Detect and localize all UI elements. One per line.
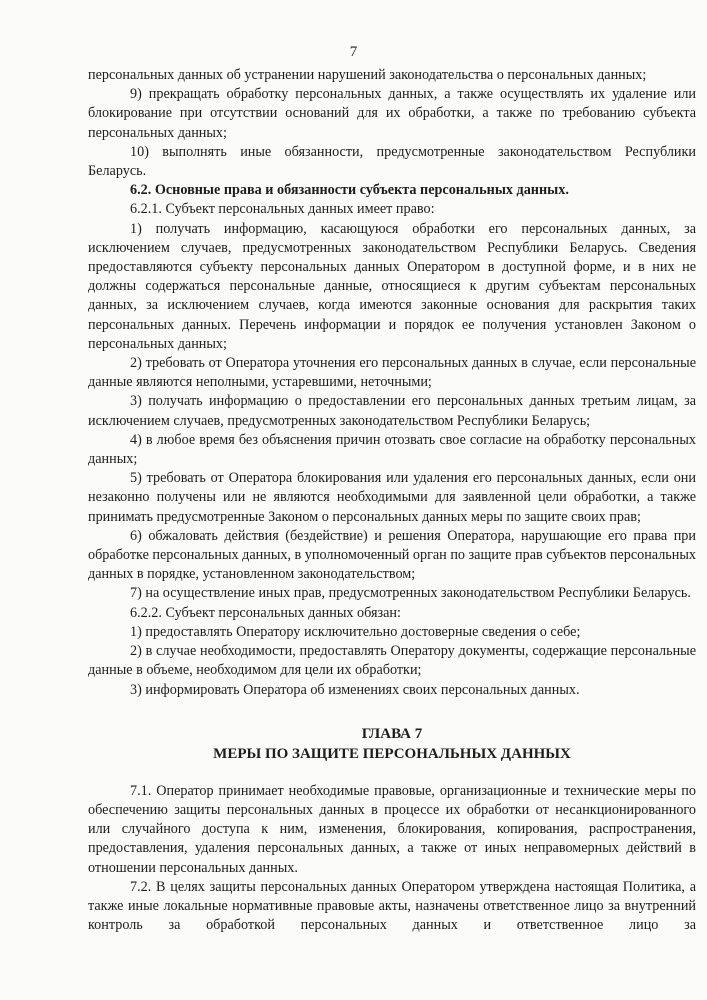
duty-item-2: 2) в случае необходимости, предоставлять Оператору документы, содержащие персональные данные в объеме, необходимом для цели их обработки; — [88, 643, 696, 679]
subsection-6-2-1: 6.2.1. Субъект персональных данных имеет право: — [130, 201, 435, 218]
chapter-title: МЕРЫ ПО ЗАЩИТЕ ПЕРСОНАЛЬНЫХ ДАННЫХ — [213, 745, 571, 762]
paragraph-7-2: 7.2. В целях защиты персональных данных Оператором утверждена настоящая Политика, а также иные локальные нормативные правовые акты, назначены ответственное лицо за внутренний контроль за обработкой персональных данных и ответственное лицо за — [88, 878, 696, 934]
duty-item-1: 1) предоставлять Оператору исключительно достоверные сведения о себе; — [130, 623, 581, 640]
section-6-2-heading: 6.2. Основные права и обязанности субъекта персональных данных. — [130, 182, 569, 199]
page-body — [88, 66, 696, 935]
right-item-4: 4) в любое время без объяснения причин отозвать свое согласие на обработку персональных данных; — [88, 431, 696, 468]
list-item-10: 10) выполнять иные обязанности, предусмотренные законодательством Республики Беларусь. — [88, 143, 696, 180]
right-item-7: 7) на осуществление иных прав, предусмотренных законодательством Республики Беларусь. — [130, 585, 691, 602]
right-item-2: 2) требовать от Оператора уточнения его персональных данных в случае, если персональные данные являются неполными, устаревшими, неточными; — [88, 355, 696, 391]
right-item-3: 3) получать информацию о предоставлении его персональных данных третьим лицам, за исключением случаев, предусмотренных законодательством Республики Беларусь; — [88, 393, 696, 429]
right-item-1: 1) получать информацию, касающуюся обработки его персональных данных, за исключением случаев, предусмотренных законодательством Республики Беларусь. Сведения предоставляются субъекту персональных данных Оператором в доступной форме, и в них не должны содержаться персональные данные, относящиеся к другим субъектам персональных данных, за исключением случаев, когда имеются законные основания для раскрытия таких персональных данных. Перечень информации и порядок ее получения установлен Законом о персональных данных; — [88, 220, 696, 352]
paragraph-7-1: 7.1. Оператор принимает необходимые правовые, организационные и технические меры по обеспечению защиты персональных данных в процессе их обработки от несанкционированного или случайного доступа к ним, изменения, блокирования, копирования, распространения, предоставления, удаления персональных данных, а также от иных неправомерных действий в отношении персональных данных. — [88, 782, 696, 876]
spacer — [88, 764, 696, 782]
right-item-6: 6) обжаловать действия (бездействие) и решения Оператора, нарушающие его права при обработке персональных данных, в уполномоченный орган по защите прав субъектов персональных данных в порядке, установленном законодательством; — [88, 527, 696, 583]
paragraph-continuation: персональных данных об устранении нарушений законодательства о персональных данных; — [88, 67, 647, 83]
subsection-6-2-2: 6.2.2. Субъект персональных данных обязан: — [130, 604, 401, 621]
right-item-5: 5) требовать от Оператора блокирования или удаления его персональных данных, если они незаконно получены или не являются необходимыми для заявленной цели обработки, а также принимать предусмотренные Законом о персональных данных меры по защите своих прав; — [88, 470, 696, 525]
list-item-9: 9) прекращать обработку персональных данных, а также осуществлять их удаление или блокирование при отсутствии оснований для их обработки, а также по требованию субъекта персональных данных; — [88, 86, 696, 141]
spacer — [88, 700, 696, 724]
page-number: 7 — [349, 44, 358, 60]
chapter-label: ГЛАВА 7 — [361, 725, 423, 742]
duty-item-3: 3) информировать Оператора об изменениях своих персональных данных. — [130, 681, 580, 698]
